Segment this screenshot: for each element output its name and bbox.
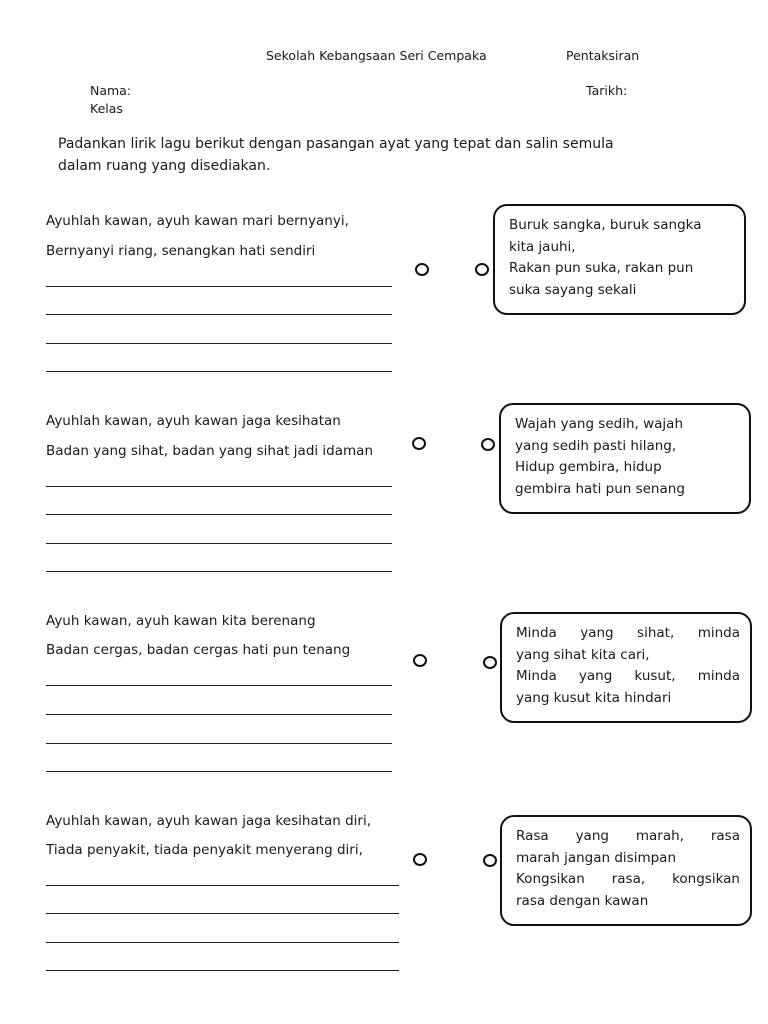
answer-line[interactable] xyxy=(46,913,399,914)
answer-line[interactable] xyxy=(46,771,392,772)
answer-line[interactable] xyxy=(46,543,392,544)
assessment-label: Pentaksiran xyxy=(566,48,640,63)
answer-box-line: gembira hati pun senang xyxy=(515,480,685,497)
match-dot-right[interactable] xyxy=(481,438,495,451)
school-name: Sekolah Kebangsaan Seri Cempaka xyxy=(266,48,487,63)
answer-box-2 xyxy=(499,403,751,514)
answer-box-line: Hidup gembira, hidup xyxy=(515,459,662,475)
instruction-line-1: Padankan lirik lagu berikut dengan pasangan ayat yang tepat dan salin semula xyxy=(58,136,614,152)
answer-box-3 xyxy=(500,612,752,723)
answer-line[interactable] xyxy=(46,942,399,943)
answer-box-line: Kongsikan rasa, kongsikan xyxy=(516,871,740,887)
match-dot-left[interactable] xyxy=(415,263,429,276)
answer-box-line: yang sedih pasti hilang, xyxy=(515,437,677,454)
answer-line[interactable] xyxy=(46,714,392,715)
answer-line[interactable] xyxy=(46,685,392,686)
answer-line[interactable] xyxy=(46,371,392,372)
answer-box-line: Buruk sangka, buruk sangka xyxy=(509,217,702,233)
lyric-line-1: Ayuhlah kawan, ayuh kawan jaga kesihatan diri, xyxy=(46,813,372,829)
instruction-line-2: dalam ruang yang disediakan. xyxy=(58,158,271,174)
answer-box-line: Rasa yang marah, rasa xyxy=(516,828,740,844)
answer-box-line: Rakan pun suka, rakan pun xyxy=(509,260,694,276)
answer-box-4 xyxy=(500,815,752,926)
answer-line[interactable] xyxy=(46,571,392,572)
name-label: Nama: xyxy=(90,83,132,98)
match-dot-right[interactable] xyxy=(483,656,497,669)
lyric-line-2: Badan cergas, badan cergas hati pun tenang xyxy=(46,642,351,658)
answer-box-line: yang kusut kita hindari xyxy=(516,689,672,706)
lyric-line-2: Badan yang sihat, badan yang sihat jadi idaman xyxy=(46,443,374,459)
answer-line[interactable] xyxy=(46,314,392,315)
answer-box-line: Wajah yang sedih, wajah xyxy=(515,416,683,432)
answer-box-line: suka sayang sekali xyxy=(509,281,637,298)
answer-line[interactable] xyxy=(46,970,399,971)
match-dot-left[interactable] xyxy=(413,654,427,667)
lyric-line-2: Tiada penyakit, tiada penyakit menyerang diri, xyxy=(46,842,363,858)
answer-box-line: Minda yang sihat, minda xyxy=(516,625,740,641)
answer-line[interactable] xyxy=(46,514,392,515)
match-dot-left[interactable] xyxy=(412,437,426,450)
date-label: Tarikh: xyxy=(586,83,628,98)
answer-line[interactable] xyxy=(46,343,392,344)
lyric-line-2: Bernyanyi riang, senangkan hati sendiri xyxy=(46,243,316,259)
class-label: Kelas xyxy=(90,101,123,116)
answer-line[interactable] xyxy=(46,885,399,886)
answer-line[interactable] xyxy=(46,486,392,487)
answer-box-line: Minda yang kusut, minda xyxy=(516,668,740,684)
answer-box-1 xyxy=(493,204,746,315)
answer-box-line: kita jauhi, xyxy=(509,238,576,255)
answer-line[interactable] xyxy=(46,743,392,744)
lyric-line-1: Ayuh kawan, ayuh kawan kita berenang xyxy=(46,613,316,629)
match-dot-right[interactable] xyxy=(475,263,489,276)
answer-box-line: yang sihat kita cari, xyxy=(516,646,650,663)
lyric-line-1: Ayuhlah kawan, ayuh kawan mari bernyanyi, xyxy=(46,213,349,229)
answer-box-line: marah jangan disimpan xyxy=(516,849,677,866)
lyric-line-1: Ayuhlah kawan, ayuh kawan jaga kesihatan xyxy=(46,413,341,429)
match-dot-right[interactable] xyxy=(483,854,497,867)
answer-box-line: rasa dengan kawan xyxy=(516,892,649,909)
answer-line[interactable] xyxy=(46,286,392,287)
match-dot-left[interactable] xyxy=(413,853,427,866)
